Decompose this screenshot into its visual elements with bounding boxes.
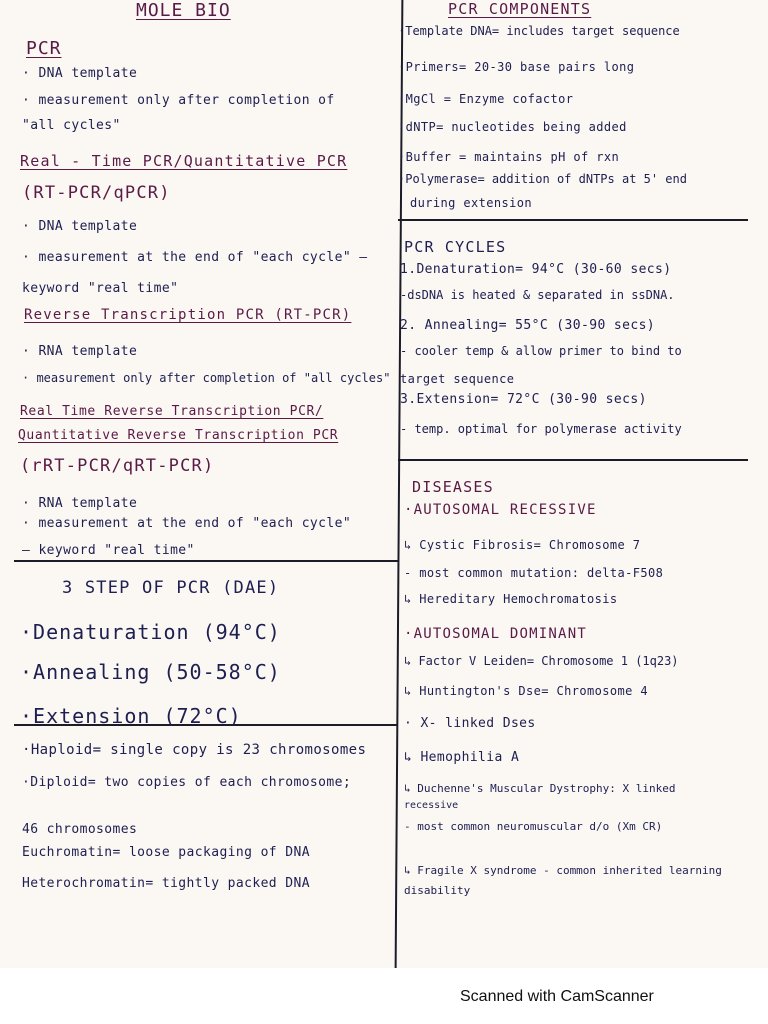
rtpcr-heading-2: (RT-PCR/qPCR) <box>22 183 171 203</box>
disease-line-12: - most common neuromuscular d/o (Xm CR) <box>404 820 663 833</box>
rtrevpcr-line-1: · RNA template <box>22 496 138 511</box>
step-denaturation: ·Denaturation (94°C) <box>20 620 281 644</box>
rtrevpcr-heading-2: Quantitative Reverse Transcription PCR <box>18 428 339 443</box>
rtrevpcr-heading-1: Real Time Reverse Transcription PCR/ <box>20 404 324 419</box>
ploidy-line-4: Euchromatin= loose packaging of DNA <box>22 845 310 860</box>
diseases-heading: DISEASES <box>412 478 494 496</box>
rtpcr-line-2: · measurement at the end of "each cycle" — <box>22 250 368 265</box>
components-line-1: ·Template DNA= includes target sequence <box>398 24 680 38</box>
divider-left-1 <box>14 560 398 562</box>
disease-line-1: ·AUTOSOMAL RECESSIVE <box>404 502 597 518</box>
cycles-line-5: target sequence <box>400 372 515 386</box>
cycles-line-2: -dsDNA is heated & separated in ssDNA. <box>400 288 675 302</box>
components-heading: PCR COMPONENTS <box>448 0 592 18</box>
steps-heading: 3 STEP OF PCR (DAE) <box>62 578 280 598</box>
disease-line-4: ↳ Hereditary Hemochromatosis <box>404 592 618 606</box>
components-line-2: ·Primers= 20-30 base pairs long <box>398 60 635 74</box>
cycles-line-1: 1.Denaturation= 94°C (30-60 secs) <box>400 262 672 277</box>
disease-line-13: ↳ Fragile X syndrome - common inherited learning <box>404 864 722 877</box>
disease-line-3: - most common mutation: delta-F508 <box>404 566 664 580</box>
ploidy-line-3: 46 chromosomes <box>22 822 138 837</box>
disease-line-6: ↳ Factor V Leiden= Chromosome 1 (1q23) <box>404 654 679 668</box>
disease-line-14: disability <box>404 884 471 897</box>
components-line-6: ·Polymerase= addition of dNTPs at 5' end <box>398 172 687 186</box>
disease-line-5: ·AUTOSOMAL DOMINANT <box>404 626 587 642</box>
rtrevpcr-line-3: — keyword "real time" <box>22 543 195 558</box>
rtpcr-line-1: · DNA template <box>22 219 138 234</box>
disease-line-11: recessive <box>404 800 459 811</box>
cycles-line-4: - cooler temp & allow primer to bind to <box>400 344 682 358</box>
page-title: MOLE BIO <box>136 0 231 21</box>
components-line-5: ·Buffer = maintains pH of rxn <box>398 150 620 164</box>
pcr-line-1: · DNA template <box>22 66 138 81</box>
pcr-line-3: "all cycles" <box>22 118 121 133</box>
ploidy-line-5: Heterochromatin= tightly packed DNA <box>22 876 310 891</box>
step-extension: ·Extension (72°C) <box>20 704 242 728</box>
revpcr-line-1: · RNA template <box>22 344 138 359</box>
divider-right-1 <box>398 219 748 221</box>
rtrevpcr-line-2: · measurement at the end of "each cycle" <box>22 516 352 531</box>
scanner-watermark: Scanned with CamScanner <box>460 988 654 1005</box>
revpcr-heading: Reverse Transcription PCR (RT-PCR) <box>24 307 352 323</box>
components-line-7: during extension <box>410 196 532 210</box>
step-annealing: ·Annealing (50-58°C) <box>20 660 281 684</box>
pcr-heading: PCR <box>26 38 62 59</box>
disease-line-2: ↳ Cystic Fibrosis= Chromosome 7 <box>404 538 641 552</box>
ploidy-line-2: ·Diploid= two copies of each chromosome; <box>22 775 352 790</box>
cycles-line-3: 2. Annealing= 55°C (30-90 secs) <box>400 318 656 333</box>
ploidy-line-1: ·Haploid= single copy is 23 chromosomes <box>22 742 367 758</box>
cycles-line-6: 3.Extension= 72°C (30-90 secs) <box>400 392 647 407</box>
column-divider <box>395 0 404 968</box>
pcr-line-2: · measurement only after completion of <box>22 93 335 108</box>
cycles-heading: PCR CYCLES <box>404 238 507 256</box>
components-line-4: ·dNTP= nucleotides being added <box>398 120 627 134</box>
divider-right-2 <box>398 459 748 461</box>
rtrevpcr-heading-3: (rRT-PCR/qRT-PCR) <box>20 456 215 476</box>
rtpcr-line-3: keyword "real time" <box>22 281 179 296</box>
disease-line-7: ↳ Huntington's Dse= Chromosome 4 <box>404 684 648 698</box>
disease-line-8: · X- linked Dses <box>404 716 536 731</box>
revpcr-line-2: · measurement only after completion of "all cycles" <box>22 371 391 385</box>
disease-line-10: ↳ Duchenne's Muscular Dystrophy: X linked <box>404 782 676 795</box>
cycles-line-7: - temp. optimal for polymerase activity <box>400 422 682 436</box>
disease-line-9: ↳ Hemophilia A <box>404 750 520 765</box>
components-line-3: ·MgCl = Enzyme cofactor <box>398 92 574 106</box>
rtpcr-heading-1: Real - Time PCR/Quantitative PCR <box>20 152 348 170</box>
